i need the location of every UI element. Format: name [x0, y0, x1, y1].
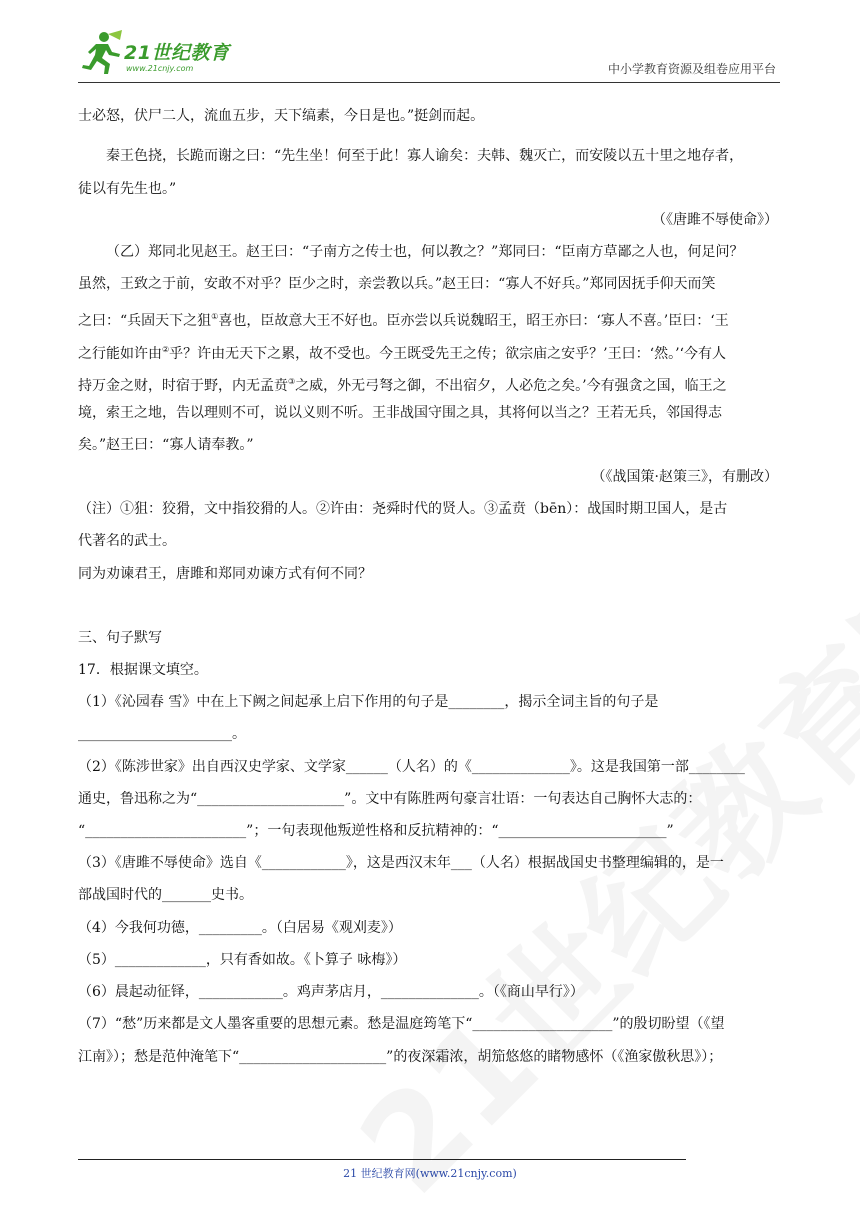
annotation-line: （注）①狙：狡猾，文中指狡猾的人。②许由：尧舜时代的贤人。③孟贲（bēn）：战国时期卫国人，是古	[78, 501, 728, 517]
question-line: （6）晨起动征铎，____________。鸡声茅店月，______________。（《商山早行》）	[78, 984, 584, 1000]
source-citation: （《唐雎不辱使命》）	[652, 212, 778, 228]
platform-title: 中小学教育资源及组卷应用平台	[607, 62, 776, 76]
note-marker: ③	[288, 377, 296, 386]
question-line: （2）《陈涉世家》出自西汉史学家、文学家______（人名）的《______________》。这是我国第一部________	[78, 759, 745, 775]
text-segment: 持万金之财，时宿于野，内无孟贲	[78, 378, 288, 394]
text-line: （乙）郑同北见赵王。赵王曰：“子南方之传士也，何以教之？”郑同曰：“臣南方草鄙之人也，何足问？	[106, 244, 744, 260]
question-title: 17．根据课文填空。	[78, 662, 208, 678]
section-heading: 三、句子默写	[78, 630, 162, 646]
page-header	[78, 28, 780, 83]
question-line: 江南》）；愁是范仲淹笔下“_____________________”的夜深霜浓，胡笳悠悠的睹物感怀（《渔家傲秋思》）；	[78, 1049, 723, 1065]
logo-text: 21世纪教育	[124, 42, 230, 64]
text-segment: 喜也，臣故意大王不好也。臣亦尝以兵说魏昭王，昭王亦曰：‘寡人不喜。’臣曰：‘王	[218, 313, 729, 329]
text-segment: 之威，外无弓弩之御，不出宿夕，人必危之矣。’今有强贪之国，临王之	[295, 378, 727, 394]
text-line: 矣。”赵王曰：“寡人请奉教。”	[78, 437, 254, 453]
text-segment: 之曰：“兵固天下之狙	[78, 313, 212, 329]
text-segment: 乎？许由无天下之累，故不受也。今王既受先王之传；欲宗庙之安乎？’王曰：‘然。’‘今有人	[169, 346, 726, 362]
question-line: 同为劝谏君王，唐雎和郑同劝谏方式有何不同？	[78, 566, 372, 582]
logo-url: www.21cnjy.com	[126, 64, 194, 73]
question-line: （1）《沁园春 雪》中在上下阙之间起承上启下作用的句子是________，揭示全词主旨的句子是	[78, 694, 659, 710]
note-marker: ②	[162, 345, 170, 354]
question-line: 部战国时代的_______史书。	[78, 887, 253, 903]
question-line: （5）_____________，只有香如故。《卜算子 咏梅》）	[78, 952, 407, 968]
question-line: （3）《唐雎不辱使命》选自《____________》，这是西汉末年___（人名）根据战国史书整理编辑的，是一	[78, 855, 724, 871]
text-line: 秦王色挠，长跪而谢之曰：“先生坐！何至于此！寡人谕矣：夫韩、魏灭亡，而安陵以五十里之地存者，	[106, 148, 744, 164]
footer-divider	[78, 1159, 686, 1160]
annotation-line: 代著名的武士。	[78, 533, 176, 549]
text-segment: 之行能如许由	[78, 346, 162, 362]
text-line: 虽然，王致之于前，安敢不对乎？臣少之时，亲尝教以兵。”赵王曰：“寡人不好兵。”郑同因抚手仰天而笑	[78, 276, 716, 292]
question-line: “_______________________”；一句表现他叛逆性格和反抗精神的：“________________________”	[78, 823, 674, 839]
text-line: 境，索王之地，告以理则不可，说以义则不听。王非战国守围之具，其将何以当之？王若无兵，邻国得志	[78, 405, 722, 421]
source-citation: （《战国策·赵策三》，有删改）	[591, 469, 778, 485]
question-line: ______________________。	[78, 726, 246, 742]
note-marker: ①	[211, 312, 219, 321]
site-logo[interactable]	[78, 30, 238, 78]
text-line: 士必怒，伏尸二人，流血五步，天下缟素，今日是也。”挺剑而起。	[78, 108, 485, 124]
question-line: （7）“愁”历来都是文人墨客重要的思想元素。愁是温庭筠笔下“____________________”的殷切盼望（《望	[78, 1016, 725, 1032]
runner-logo-icon	[78, 30, 124, 76]
text-line: 徒以有先生也。”	[78, 181, 177, 197]
question-line: 通史，鲁迅称之为“_____________________”。文中有陈胜两句豪言壮语：一句表达自己胸怀大志的：	[78, 791, 702, 807]
footer-text[interactable]: 21 世纪教育网(www.21cnjy.com)	[343, 1167, 517, 1180]
question-line: （4）今我何功德，_________。（白居易《观刈麦》）	[78, 920, 402, 936]
